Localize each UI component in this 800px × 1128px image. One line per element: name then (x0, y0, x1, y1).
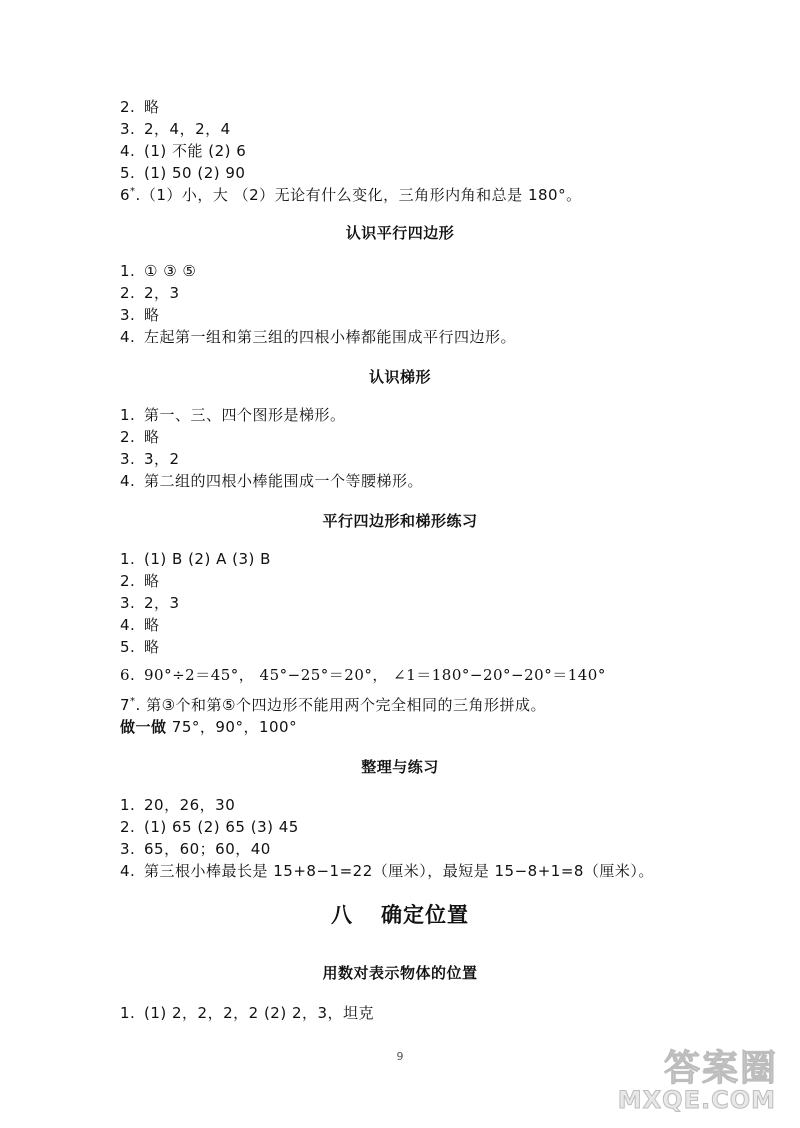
section-title-review: 整理与练习 (361, 758, 439, 776)
watermark-logo (608, 1040, 778, 1120)
answer-line: 3. 略 (120, 306, 160, 324)
answer-line: 3. 2，3 (120, 594, 180, 612)
answer-line: 2. 略 (120, 98, 160, 116)
answer-line: 4. 第二组的四根小棒能围成一个等腰梯形。 (120, 472, 424, 490)
answer-line: 3. 2，4，2，4 (120, 120, 231, 138)
section-title-trapezoid: 认识梯形 (368, 368, 431, 386)
answer-line: 3. 3，2 (120, 450, 180, 468)
watermark-text: 答案圈 (663, 1048, 778, 1089)
chapter-title: 八 确定位置 (331, 903, 469, 927)
page-number: 9 (396, 1050, 404, 1063)
answer-line: 3. 65，60；60，40 (120, 840, 271, 858)
answer-line: 4. 略 (120, 616, 160, 634)
answer-line: 1. 20，26，30 (120, 796, 236, 814)
answer-line: 1. (1) 2，2，2，2 (2) 2，3，坦克 (120, 1004, 375, 1022)
section-title-practice: 平行四边形和梯形练习 (322, 512, 478, 530)
answer-line: 1. 第一、三、四个图形是梯形。 (120, 406, 346, 424)
answer-line: 4. (1) 不能 (2) 6 (120, 142, 247, 160)
watermark-domain: MXQE.COM (617, 1086, 776, 1114)
answer-line: 4. 左起第一组和第三组的四根小棒都能围成平行四边形。 (120, 328, 517, 346)
answer-line: 5. 略 (120, 638, 160, 656)
do-it-line: 做一做 75°，90°，100° (120, 718, 298, 736)
answer-line: 6*.（1）小，大 （2）无论有什么变化，三角形内角和总是 180°。 (120, 186, 582, 204)
answer-line-equation: 6. 90°÷2＝45°， 45°−25°＝20°， ∠1＝180°−20°−20°＝140° (120, 666, 606, 684)
answer-line: 2. 略 (120, 572, 160, 590)
answer-line: 2. 2，3 (120, 284, 180, 302)
answer-line: 1. (1) B (2) A (3) B (120, 550, 271, 568)
answer-line: 1. ① ③ ⑤ (120, 262, 197, 280)
section-title-pairs: 用数对表示物体的位置 (322, 964, 478, 982)
do-it-label: 做一做 (120, 718, 167, 736)
answer-line: 5. (1) 50 (2) 90 (120, 164, 246, 182)
answer-line: 4. 第三根小棒最长是 15+8−1=22（厘米），最短是 15−8+1=8（厘米）。 (120, 862, 654, 880)
answer-line: 2. (1) 65 (2) 65 (3) 45 (120, 818, 299, 836)
answer-line: 2. 略 (120, 428, 160, 446)
section-title-parallelogram: 认识平行四边形 (345, 224, 455, 242)
answer-line: 7*. 第③个和第⑤个四边形不能用两个完全相同的三角形拼成。 (120, 696, 546, 714)
